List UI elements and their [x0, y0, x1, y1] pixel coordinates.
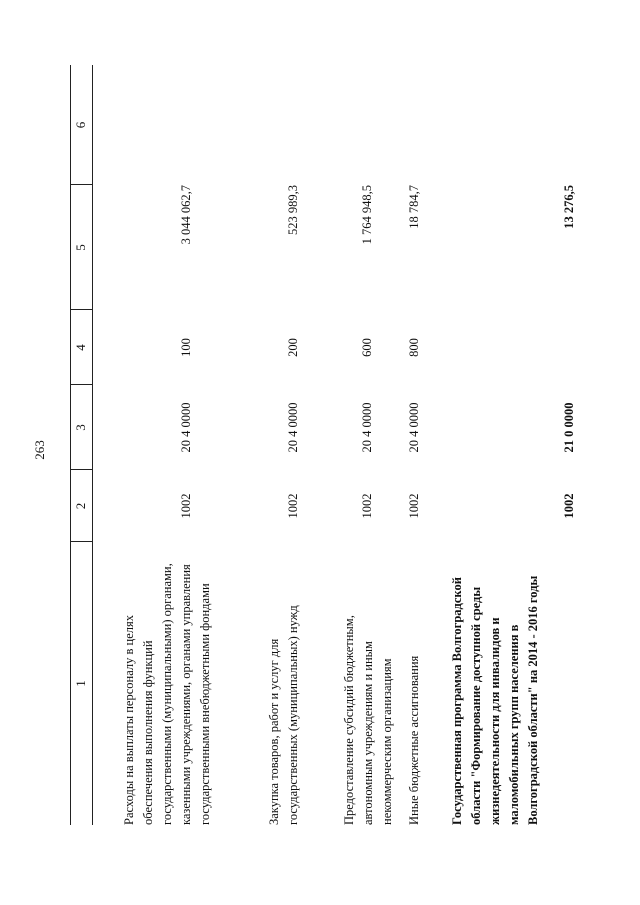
row-5-col3: 21 0 0000 [562, 402, 576, 453]
row-1-col3: 20 4 0000 [179, 402, 193, 453]
row-2-col5: 523 989,3 [286, 185, 300, 235]
row-1-description: Расходы на выплаты персоналу в целях обеспечения выполнения функций государственными (муниципальными) органами, казенными учреждениями, органами управления государственными внебюджетными фондами [122, 563, 212, 825]
row-4-col5: 18 784,7 [407, 185, 421, 229]
row-3-col3: 20 4 0000 [360, 402, 374, 453]
header-col-2: 2 [73, 502, 88, 510]
row-1-col5: 3 044 062,7 [179, 185, 193, 245]
row-3-description: Предоставление субсидий бюджетным, автономным учреждениям и иным некоммерческим организациям [342, 615, 394, 825]
rotated-table [70, 65, 590, 825]
row-4-col3: 20 4 0000 [407, 402, 421, 453]
row-3-col5: 1 764 948,5 [360, 185, 374, 245]
row-1-col4: 100 [179, 338, 193, 357]
row-2-col2: 1002 [286, 493, 300, 519]
row-3-col2: 1002 [360, 493, 374, 519]
page-number: 263 [32, 440, 47, 460]
row-4-col4: 800 [407, 338, 421, 357]
row-2-col4: 200 [286, 338, 300, 357]
header-col-1: 1 [73, 680, 88, 687]
header-col-6: 6 [73, 121, 88, 129]
row-4-col2: 1002 [407, 493, 421, 519]
header-bottom-border [92, 65, 93, 825]
table-top-border [70, 65, 71, 825]
header-col-3: 3 [73, 424, 88, 431]
row-1-col2: 1002 [179, 493, 193, 519]
row-2-col3: 20 4 0000 [286, 402, 300, 453]
header-col-5: 5 [73, 244, 88, 251]
row-3-col4: 600 [360, 338, 374, 357]
row-5-description: Государственная программа Волгоградской области "Формирование доступной среды жизнедеятельности для инвалидов и маломобильных групп населения в Волгоградской области" на 2014 - 2016 годы [450, 575, 540, 825]
row-5-col2: 1002 [562, 493, 576, 519]
header-col-4: 4 [73, 344, 88, 351]
row-2-description: Закупка товаров, работ и услуг для государственных (муниципальных) нужд [267, 605, 300, 825]
row-4-description: Иные бюджетные ассигнования [407, 655, 421, 825]
row-5-col5: 13 276,5 [562, 185, 576, 229]
